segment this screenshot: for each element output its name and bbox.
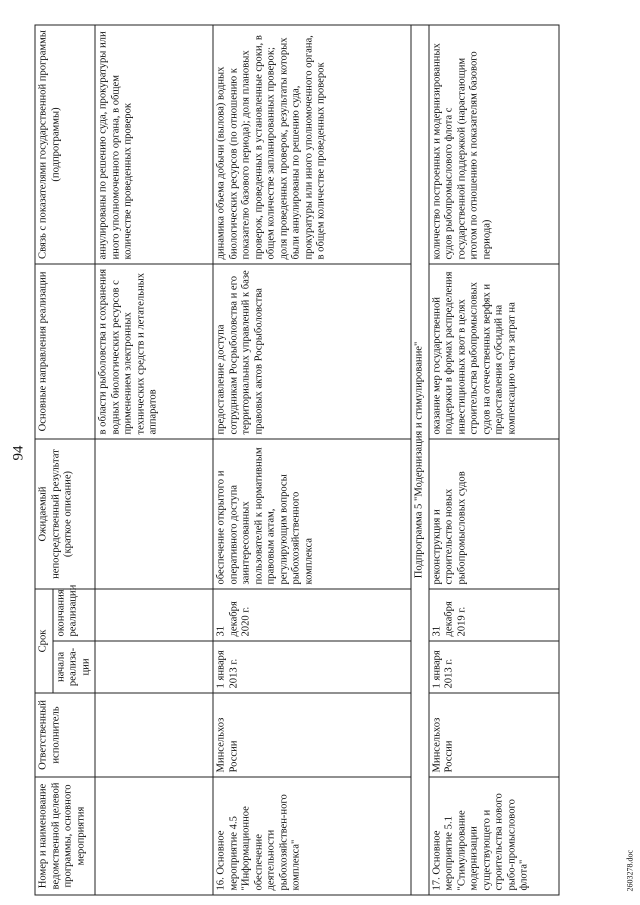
cell-name: 17. Основное мероприятие 5.1 "Стимулирование модернизации существующего и строительства нового рыбо-промыслового флота" bbox=[428, 777, 558, 895]
table-row bbox=[213, 25, 411, 895]
cell-end: 31 декабря 2020 г. bbox=[213, 589, 411, 641]
cell-result: реконструкция и строительство новых рыбопромысловых судов bbox=[428, 439, 558, 589]
table-row bbox=[428, 25, 558, 895]
header-name: Номер и наименование ведомственной целевой программы, основного мероприятия bbox=[35, 777, 95, 895]
cell-name bbox=[95, 777, 213, 895]
cell-link: количество построенных и модернизированных судов рыбопромыслового флота с государственной поддержкой (нарастающим итогом по отношению к показателям базового периода) bbox=[428, 25, 558, 264]
file-footer: 2603278.doc bbox=[625, 849, 634, 891]
header-end: окончания реализации bbox=[52, 589, 95, 641]
page-number: 94 bbox=[10, 445, 26, 460]
table-row bbox=[95, 25, 213, 895]
cell-directions: предоставление доступа сотрудникам Росрыболовства и его территориальных управлений к базе правовых актов Росрыболовства bbox=[213, 264, 411, 439]
cell-link: динамика объема добычи (вылова) водных биологических ресурсов (по отношению к показателю базового периода); доля плановых проверок, проведенных в установленные сроки, в общем количестве запланированных проверок; доля проведенных проверок, результаты которых были аннулированы по решению суда, прокуратуры или иного уполномоченного органа, в общем количестве проведенных проверок bbox=[213, 25, 411, 264]
header-executor: Ответственный исполнитель bbox=[35, 693, 95, 777]
cell-end: 31 декабря 2019 г. bbox=[428, 589, 558, 641]
cell-name: 16. Основное мероприятие 4.5 "Информационное обеспечение деятельности рыбохозяйствен-ного комплекса" bbox=[213, 777, 411, 895]
subprogram-row bbox=[411, 25, 429, 895]
cell-end bbox=[95, 589, 213, 641]
cell-start bbox=[95, 641, 213, 693]
cell-directions: в области рыболовства и сохранения водных биологических ресурсов с применением электронных технических средств и летательных аппаратов bbox=[95, 264, 213, 439]
cell-result: обеспечение открытого и оперативного доступа заинтересованных пользователей к нормативным правовым актам, регулирующим вопросы рыбохозяйственного комплекса bbox=[213, 439, 411, 589]
cell-executor: Минсельхоз России bbox=[213, 693, 411, 777]
subprogram-title: Подпрограмма 5 "Модернизация и стимулирование" bbox=[411, 25, 429, 895]
cell-start: 1 января 2013 г. bbox=[428, 641, 558, 693]
header-link: Связь с показателями государственной программы (подпрограммы) bbox=[35, 25, 95, 264]
cell-directions: оказание мер государственной поддержки в формах распределения инвестиционных квот в целях строительства рыбопромысловых судов на отечественных верфях и предоставления субсидий на компенсацию части затрат на bbox=[428, 264, 558, 439]
cell-executor: Минсельхоз России bbox=[428, 693, 558, 777]
header-directions: Основные направления реализации bbox=[35, 264, 95, 439]
cell-executor bbox=[95, 693, 213, 777]
cell-link: аннулированы по решению суда, прокуратуры или иного уполномоченного органа, в общем количестве проведенных проверок bbox=[95, 25, 213, 264]
header-result: Ожидаемый непосредственный результат (краткое описание) bbox=[35, 439, 95, 589]
cell-result bbox=[95, 439, 213, 589]
header-term: Срок bbox=[35, 589, 53, 693]
measures-table bbox=[34, 24, 559, 895]
header-start: начала реализа-ции bbox=[52, 641, 95, 693]
cell-start: 1 января 2013 г. bbox=[213, 641, 411, 693]
